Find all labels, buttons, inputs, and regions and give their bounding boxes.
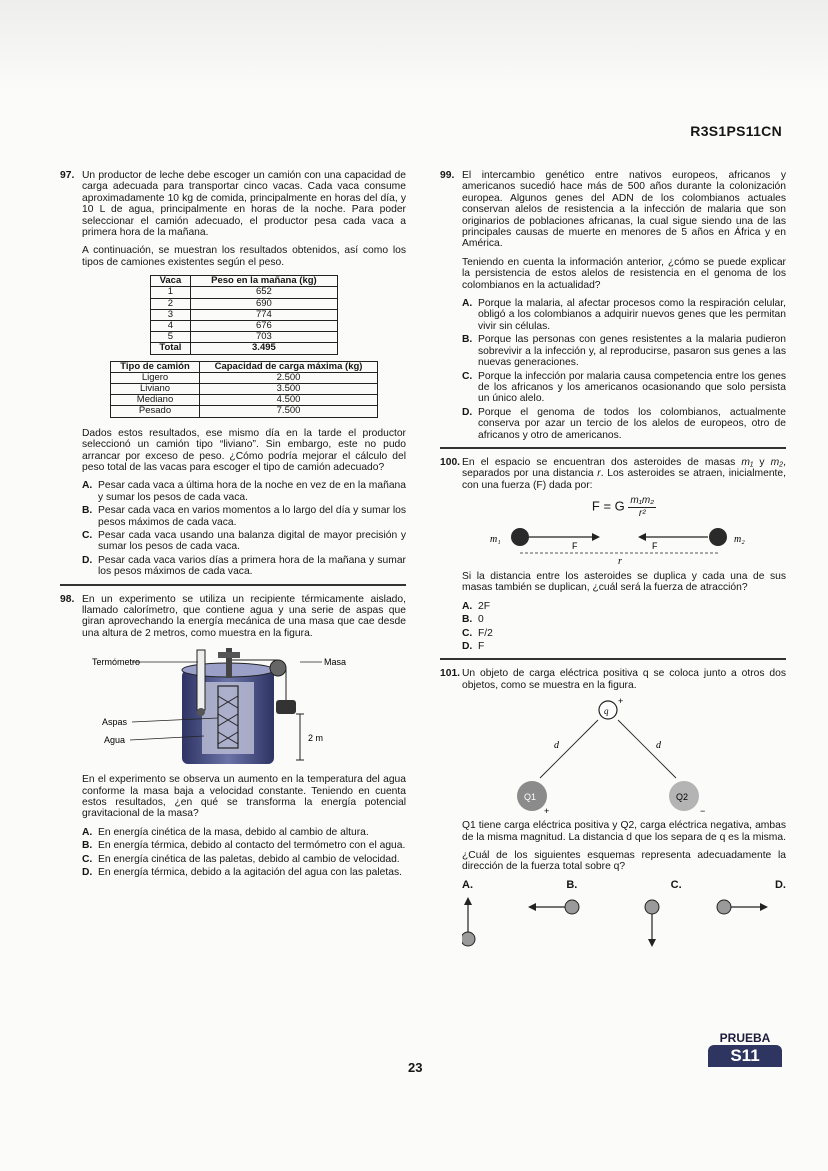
option-b[interactable]: B. — [566, 878, 578, 891]
option-b[interactable]: B. En energía térmica, debido al contacto del termómetro con el agua. — [82, 840, 406, 852]
question-intro: A continuación, se muestran los resultados obtenidos, así como los tipos de camiones existentes según el peso. — [82, 245, 406, 268]
charge-q-sign: + — [618, 698, 624, 707]
question-97 — [60, 170, 406, 578]
height-label: 2 m — [308, 733, 324, 744]
table-row: Mediano 4.500 — [111, 395, 378, 406]
divider — [60, 584, 406, 586]
option-d[interactable]: D. F — [462, 641, 485, 652]
option-d[interactable]: D. Pesar cada vaca varios días a primera hora de la mañana y sumar los pesos máximos de cada vaca. — [82, 554, 406, 578]
page-number: 23 — [408, 1060, 423, 1075]
divider — [440, 447, 786, 449]
m1-label: m₁ — [490, 533, 501, 545]
table-header: Tipo de camión — [111, 361, 200, 372]
question-number: 98. — [60, 593, 75, 605]
gravity-formula: F = G $\frac{\text{m₁m₂}}{\text{r²}}$ — [591, 495, 655, 519]
table-row: Pesado 7.500 — [111, 406, 378, 417]
table-row: 4 676 — [151, 321, 338, 332]
question-101 — [440, 668, 786, 949]
charges-diagram — [462, 698, 786, 816]
options-97 — [82, 480, 406, 577]
left-column — [60, 170, 406, 880]
options-100 — [462, 601, 786, 653]
blades-label: Aspas — [102, 717, 128, 728]
question-100 — [440, 457, 786, 652]
table-row: Liviano 3.500 — [111, 384, 378, 395]
asteroid-m2 — [709, 528, 727, 546]
cow-weight-table — [150, 275, 338, 354]
option-d[interactable]: D. — [774, 878, 786, 891]
options-99 — [462, 298, 786, 441]
option-b[interactable]: B. 0 — [462, 614, 484, 626]
option-c[interactable]: C. En energía cinética de las paletas, debido al cambio de velocidad. — [82, 853, 400, 865]
asteroids-diagram — [462, 523, 786, 565]
table-row: Ligero 2.500 — [111, 372, 378, 383]
option-a[interactable]: A. En energía cinética de la masa, debido al cambio de altura. — [82, 826, 369, 838]
water-label: Agua — [104, 735, 126, 746]
question-text: Q1 tiene carga eléctrica positiva y Q2, carga eléctrica negativa, ambas de la misma magnitud. La distancia d que los separa de q es la misma. — [462, 820, 786, 843]
question-99 — [440, 170, 786, 441]
option-c[interactable]: C. Porque la infección por malaria causa competencia entre los genes de los africanos y los americanos ocasionando que solo persista un único alelo. — [462, 370, 786, 405]
question-stem: Un objeto de carga eléctrica positiva q se coloca junto a otros dos objetos, como se muestra en la figura. — [462, 668, 786, 691]
option-a[interactable]: A. Porque la malaria, al afectar procesos como la respiración celular, obligó a los colombianos a adquirir nuevos genes que les permitan vivir sin células. — [462, 298, 786, 332]
answer-arrows — [462, 893, 786, 949]
distance-d-left: d — [554, 740, 559, 752]
calorimeter-figure — [82, 646, 406, 766]
question-stem: El intercambio genético entre nativos europeos, africanos y americanos sucedió hace más de 500 años durante la colonización europea. Algunos genes del ADN de los colombianos actuales conservan alelos de resistencia a la infección de malaria que son originarios de poblaciones africanas, la cual sigue siendo una de las principales causas de muerte en menores de 5 años en África y en América. — [462, 170, 786, 250]
question-number: 100. — [440, 456, 461, 468]
question-text: ¿Cuál de los siguientes esquemas representa adecuadamente la dirección de la fuerza total sobre q? — [462, 850, 786, 873]
charge-q1-label: Q1 — [524, 792, 537, 803]
question-stem: En un experimento se utiliza un recipiente térmicamente aislado, llamado calorímetro, que contiene agua y una serie de aspas que giran aprovechando la energía mecánica de una masa que cae desde una altura de 2 metros, como muestra en la figura. — [82, 593, 406, 639]
option-c[interactable]: C. F/2 — [462, 627, 493, 639]
question-stem: En el espacio se encuentran dos asteroides de masas m₁ y m₂, separados por una distancia r. Los asteroides se atraen, inicialmente, con una fuerza (F) dada por: — [462, 456, 786, 491]
force-label-1: F — [572, 540, 578, 551]
session-label: S11 — [708, 1045, 782, 1067]
question-stem: Un productor de leche debe escoger un camión con una capacidad de carga adecuada para transportar cinco vacas. Cada vaca consume aproximadamente 10 kg de comida, principalmente en horas del día, y 10 L de agua, principalmente en horas de la noche. Para poder seleccionar el camión adecuado, el productor pesa cada vaca a primera hora de la mañana. — [82, 170, 406, 239]
option-d[interactable]: D. En energía térmica, debido a la agitación del agua con las paletas. — [82, 867, 402, 879]
option-d[interactable]: D. Porque el genoma de todos los colombianos, actualmente conserva por azar un tercio de los alelos de europeos, otro de africanos y otro de americanos. — [462, 406, 786, 441]
distance-d-right: d — [656, 740, 661, 752]
table-header: Capacidad de carga máxima (kg) — [200, 361, 378, 372]
charge-q2-sign: − — [700, 806, 706, 817]
mass-label: Masa — [324, 657, 347, 668]
thermometer-label: Termómetro — [92, 657, 141, 668]
option-a[interactable]: A. — [462, 878, 473, 891]
table-row: 2 690 — [151, 298, 338, 309]
option-a[interactable]: A. Pesar cada vaca a última hora de la noche en vez de en la mañana y sumar los pesos de cada vaca. — [82, 480, 406, 503]
question-text: Teniendo en cuenta la información anterior, ¿cómo se puede explicar la persistencia de estos alelos de resistencia en el genoma de los colombianos en la actualidad? — [462, 256, 786, 291]
table-row: 5 703 — [151, 332, 338, 343]
truck-capacity-table — [110, 361, 378, 418]
question-98 — [60, 594, 406, 879]
charge-q2-label: Q2 — [676, 792, 689, 803]
option-b[interactable]: B. Porque las personas con genes resistentes a la malaria pudieron sobrevivir a la infección y, al reproducirse, pasaron sus genes a las nuevas generaciones. — [462, 334, 786, 369]
option-c[interactable]: C. — [670, 878, 682, 891]
table-row: 3 774 — [151, 309, 338, 320]
test-label: PRUEBA — [719, 1031, 771, 1045]
force-label-2: F — [652, 540, 658, 551]
thermometer-icon — [197, 650, 205, 710]
mass-icon — [276, 700, 296, 714]
table-row: 1 652 — [151, 287, 338, 298]
question-text: Dados estos resultados, ese mismo día en la tarde el productor seleccionó un camión tipo “liviano”. Sin embargo, este no pudo arrancar por exceso de peso. ¿Cómo podría mejorar el cálculo del peso total de las vacas para escoger el tipo de camión adecuado? — [82, 427, 406, 473]
question-text: Si la distancia entre los asteroides se duplica y cada una de sus masas también se duplican, ¿cuál será la fuerza de atracción? — [462, 570, 786, 594]
right-column — [440, 170, 786, 949]
distance-label: r — [618, 555, 622, 565]
calorimeter-diagram — [82, 646, 406, 766]
charge-q-label: q — [604, 706, 609, 717]
question-text: En el experimento se observa un aumento en la temperatura del agua conforme la masa baja a velocidad constante. Teniendo en cuenta estos resultados, ¿en qué se transforma la energía potencial gravitacional de la masa? — [82, 774, 406, 820]
options-98 — [82, 827, 406, 879]
option-b[interactable]: B. Pesar cada vaca en varios momentos a lo largo del día y sumar los pesos máximos de cada vaca. — [82, 505, 406, 528]
charge-q1-sign: + — [544, 806, 550, 817]
option-a[interactable]: A. 2F — [462, 600, 491, 612]
table-header: Vaca — [151, 276, 191, 287]
test-badge — [708, 1031, 782, 1067]
answer-schemes — [462, 880, 786, 891]
question-number: 97. — [60, 170, 75, 181]
question-number: 99. — [440, 170, 455, 181]
table-header: Peso en la mañana (kg) — [190, 276, 337, 287]
question-number: 101. — [440, 668, 461, 680]
scan-shadow — [0, 0, 828, 92]
table-row: Total 3.495 — [151, 343, 338, 354]
asteroid-m1 — [511, 528, 529, 546]
exam-code: R3S1PS11CN — [690, 123, 782, 139]
option-c[interactable]: C. Pesar cada vaca usando una balanza digital de mayor precisión y sumar los pesos de cada vaca. — [82, 529, 406, 553]
m2-label: m₂ — [734, 533, 745, 545]
divider — [440, 658, 786, 660]
